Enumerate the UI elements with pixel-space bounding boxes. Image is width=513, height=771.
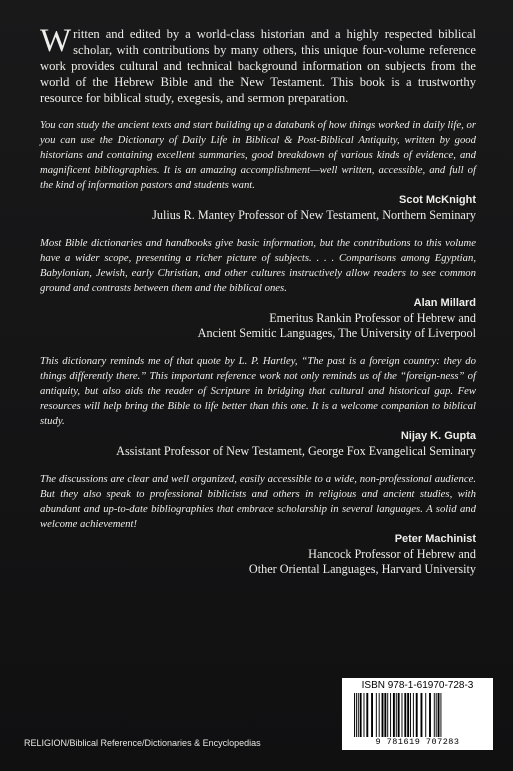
endorsement-4 <box>40 472 476 577</box>
barcode-bar <box>421 693 423 737</box>
barcode-bar <box>416 693 418 737</box>
barcode-panel <box>342 678 493 750</box>
barcode-bar <box>434 693 435 737</box>
endorsement-attribution <box>40 429 476 459</box>
category-line: RELIGION/Biblical Reference/Dictionaries & Encyclopedias <box>24 738 261 748</box>
endorsement-attribution <box>40 193 476 223</box>
endorser-name: Nijay K. Gupta <box>400 430 476 442</box>
barcode-bar <box>376 693 377 737</box>
barcode-bar <box>356 693 357 737</box>
barcode-bar <box>360 693 362 737</box>
barcode-bar <box>429 693 431 737</box>
cover-text <box>40 23 476 590</box>
endorsement-1 <box>40 118 476 223</box>
barcode-bar <box>384 693 386 737</box>
endorser-title: Ancient Semitic Languages, The University of Liverpool <box>197 326 476 340</box>
barcode-bar <box>354 693 355 737</box>
isbn-label: ISBN 978-1-61970-728-3 <box>361 680 474 691</box>
endorsement-3 <box>40 354 476 459</box>
barcode-bar <box>440 693 441 737</box>
barcode-bar <box>413 693 414 737</box>
intro-text: ritten and edited by a world-class historian and a highly respected biblical scholar, with contributions by many others, this unique four-volume reference work provides cultural and technical background information on subjects from the world of the Hebrew Bible and the New Testament. This book is a trustworthy resource for biblical study, exegesis, and sermon preparation. <box>40 27 476 105</box>
endorsement-quote: You can study the ancient texts and start building up a databank of how things worked in daily life, or you can use the Dictionary of Daily Life in Biblical & Post-Biblical Antiquity, written by good historians and containing excellent summaries, good breakdown of various kinds of evidence, and magnificent bibliographies. It is an amazing accomplishment—well written, accessible, and full of the kind of information pastors and students want. <box>40 119 476 191</box>
endorsement-attribution <box>40 296 476 341</box>
barcode-bar <box>387 693 388 737</box>
endorser-title: Hancock Professor of Hebrew and <box>308 547 476 561</box>
barcode-digits: 9 781619 707283 <box>375 737 460 747</box>
barcode-bar <box>358 693 359 737</box>
endorsement-attribution <box>40 532 476 577</box>
barcode-bar <box>393 693 395 737</box>
barcode-bar <box>382 693 384 737</box>
barcode-bar <box>366 693 368 737</box>
barcode-bar <box>404 693 406 737</box>
barcode-bar <box>364 693 365 737</box>
drop-cap: W <box>40 23 72 59</box>
barcode-bars <box>352 693 486 739</box>
barcode-bar <box>379 693 380 737</box>
barcode-bar <box>371 693 373 737</box>
endorser-title: Assistant Professor of New Testament, George Fox Evangelical Seminary <box>116 444 476 458</box>
barcode-bar <box>390 693 391 737</box>
endorser-title: Emeritus Rankin Professor of Hebrew and <box>269 311 476 325</box>
barcode-bar <box>410 693 411 737</box>
endorsement-quote: Most Bible dictionaries and handbooks give basic information, but the contributions to this volume have a wider scope, presenting a richer picture of subjects. . . . Comparisons among Egyptian, Babylonian, Jewish, early Christian, and other cultures instructively allow readers to see common ground and contrasts between them and the biblical ones. <box>40 237 476 294</box>
endorsement-quote: The discussions are clear and well organized, easily accessible to a wide, non-professional audience. But they also speak to professional biblicists and others in religious and ancient studies, with abundant and up-to-date bibliographies that embrace scholarship in several languages. A solid and welcome achievement! <box>40 473 476 530</box>
endorser-name: Scot McKnight <box>399 194 476 206</box>
barcode-bar <box>396 693 397 737</box>
endorser-name: Peter Machinist <box>394 533 476 545</box>
endorser-title: Other Oriental Languages, Harvard University <box>248 562 476 576</box>
barcode-bar <box>425 693 426 737</box>
barcode-bar <box>407 693 409 737</box>
barcode-bar <box>402 693 403 737</box>
barcode-bar <box>398 693 400 737</box>
barcode-bar <box>438 693 440 737</box>
endorsement-2 <box>40 236 476 341</box>
endorsement-quote: This dictionary reminds me of that quote by L. P. Hartley, “The past is a foreign country: they do things differently there.” This important reference work not only reminds us of the “foreign-ness” of antiquity, but also aids the reader of Scripture in bridging that cultural and historical gap. Few resources will help bring the Bible to life better than this one. It is a welcome companion to biblical study. <box>40 355 476 427</box>
endorser-name: Alan Millard <box>413 297 476 309</box>
intro-paragraph <box>40 23 476 106</box>
barcode-bar <box>436 693 437 737</box>
endorser-title: Julius R. Mantey Professor of New Testament, Northern Seminary <box>152 208 476 222</box>
